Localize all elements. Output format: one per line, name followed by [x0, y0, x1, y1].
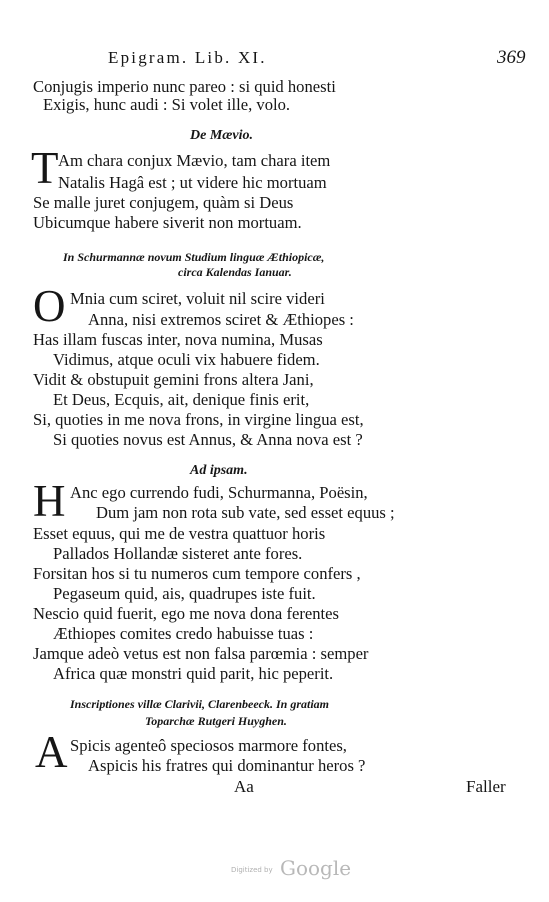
poem-title: Inscriptiones villæ Clarivii, Clarenbeeck. In gratiam [70, 697, 330, 711]
verse-line: Si quoties novus est Annus, & Anna nova est ? [53, 430, 363, 449]
poem-title: circa Kalendas Ianuar. [178, 265, 292, 279]
verse-line: Esset equus, qui me de vestra quattuor horis [33, 524, 326, 543]
verse-line: Nescio quid fuerit, ego me nova dona ferentes [33, 604, 339, 623]
poem-title: In Schurmannæ novum Studium linguæ Æthiopicæ, [63, 250, 325, 264]
verse-line: Pegaseum quid, ais, quadrupes iste fuit. [53, 584, 316, 603]
poem-title: Toparchæ Rutgeri Huyghen. [145, 714, 287, 728]
drop-cap: O [33, 281, 66, 331]
verse-line: Se malle juret conjugem, quàm si Deus [33, 193, 294, 212]
verse-line: Jamque adeò vetus est non falsa parœmia : semper [33, 644, 369, 663]
watermark-prefix: Digitized by [231, 866, 273, 874]
verse-line: Pallados Hollandæ sisteret ante fores. [53, 544, 303, 563]
verse-line: Has illam fuscas inter, nova numina, Musas [33, 330, 323, 349]
verse-line: Vidit & obstupuit gemini frons altera Jani, [33, 370, 314, 389]
verse-line: Anc ego currendo fudi, Schurmanna, Poësin, [70, 483, 368, 502]
verse-line: Et Deus, Ecquis, ait, denique finis erit, [53, 390, 310, 409]
verse-line: Æthiopes comites credo habuisse tuas : [53, 624, 314, 643]
drop-cap: A [35, 727, 68, 777]
verse-line: Am chara conjux Mævio, tam chara item [58, 151, 331, 170]
verse-line: Natalis Hagâ est ; ut videre hic mortuam [58, 173, 327, 192]
drop-cap: T [31, 143, 59, 193]
drop-cap: H [33, 476, 66, 526]
verse-line: Vidimus, atque oculi vix habuere fidem. [53, 350, 320, 369]
google-watermark: Google [280, 856, 352, 880]
verse-line: Exigis, hunc audi : Si volet ille, volo. [43, 95, 291, 114]
verse-line: Dum jam non rota sub vate, sed esset equus ; [96, 503, 395, 522]
verse-line: Si, quoties in me nova frons, in virgine lingua est, [33, 410, 364, 429]
verse-line: Mnia cum sciret, voluit nil scire videri [70, 289, 325, 308]
running-header: Epigram. Lib. XI. [108, 48, 267, 67]
catchword: Faller [466, 777, 506, 796]
verse-line: Anna, nisi extremos sciret & Æthiopes : [88, 310, 354, 329]
verse-line: Conjugis imperio nunc pareo : si quid honesti [33, 77, 336, 96]
verse-line: Aspicis his fratres qui dominantur heros ? [88, 756, 366, 775]
poem-title: Ad ipsam. [190, 463, 248, 478]
verse-line: Spicis agenteô speciosos marmore fontes, [70, 736, 347, 755]
verse-line: Africa quæ monstri quid parit, hic peperit. [53, 664, 334, 683]
page-number: 369 [497, 47, 526, 68]
poem-title: De Mævio. [190, 128, 253, 143]
verse-line: Ubicumque habere siverit non mortuam. [33, 213, 302, 232]
signature-mark: Aa [234, 777, 254, 796]
verse-line: Forsitan hos si tu numeros cum tempore confers , [33, 564, 361, 583]
